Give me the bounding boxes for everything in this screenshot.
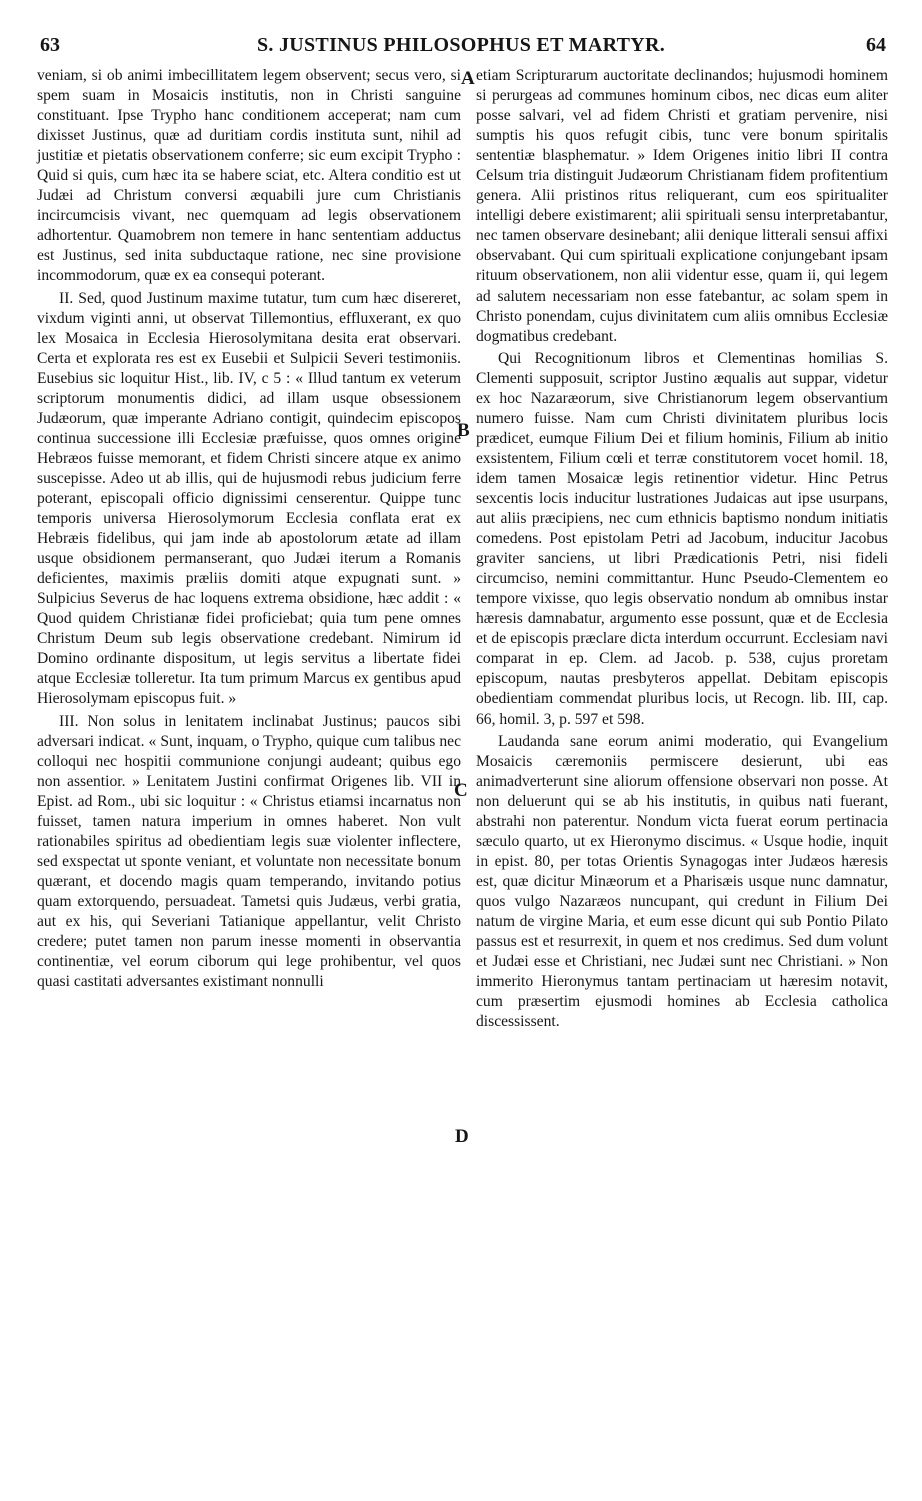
page-number-left: 63 — [40, 34, 60, 56]
right-paragraph-2: Qui Recognitionum libros et Clementinas homilias S. Clementi supposuit, scriptor Justino æqualis aut suppar, videtur ex hoc Nazaræorum, sive Christianorum legem observantium numero fuisse. Nam cum Christi divinitatem pluribus locis prædicet, eumque Filium Dei et filium hominis, Filium ab initio exsistentem, Filium cœli et terræ constitutorem vocet homil. 18, idem tamen Mosaicæ legis retinentior videtur. Hinc Petrus sexcentis locis inducitur lustrationes Judaicas aut ipse usurpans, aut aliis præcipiens, nec cum ethnicis baptismo nondum initiatis comedens. Post epistolam Petri ad Jacobum, inducitur Jacobus graviter sanciens, ut libri Prædicationis Petri, nisi fideli circumciso, nemini committantur. Hunc Pseudo-Clementem eo tempore vixisse, quo legis observatio nondum ab omnibus instar hæresis damnabatur, argumento esse possunt, quæ et de Ecclesia et de episcopis præclare dicta interdum occurrunt. Ecclesiam navi comparat in ep. Clem. ad Jacob. p. 538, cujus proretam episcopum, nautas presbyteros appellat. Debitam episcopis obedientiam commendat pluribus locis, ut Recogn. lib. III, cap. 66, homil. 3, p. 597 et 598. — [476, 349, 888, 728]
margin-marker-a: A — [461, 68, 475, 89]
left-paragraph-1: veniam, si ob animi imbecillitatem legem observent; secus vero, si spem suam in Mosaicis institutis, non in Christi sanguine constituant. Ipse Trypho hanc conditionem acceperat; nam cum dixisset Justinus, quæ ad duritiam cordis instituta sunt, nihil ad justitiæ et pietatis observationem conferre; sic eum excipit Trypho : Quid si quis, cum hæc ita se habere sciat, etc. Altera conditio est ut Judæi ad Christum conversi æquabili jure cum Christianis incircumcisis vivant, nec quemquam ad legis observationem adhortentur. Quamobrem non temere in hanc sententiam adductus est Justinus, sed inita subductaque ratione, nec sine provisione incommodorum, quæ ex ea consequi poterant. — [37, 67, 461, 285]
left-column — [37, 66, 461, 992]
left-paragraph-3: III. Non solus in lenitatem inclinabat Justinus; paucos sibi adversari indicat. « Sunt, inquam, o Trypho, quique cum talibus nec colloqui nec hospitii communione conjungi audeant; quibus ego non assentior. » Lenitatem Justini confirmat Origenes lib. VII in Epist. ad Rom., ubi sic loquitur : « Christus etiamsi incarnatus non fuisset, tamen natura imperium in omnes haberet. Non vult rationabiles spiritus ad obedientiam legis suæ violenter inflectere, sed exspectat ut sponte veniant, et voluntate non necessitate bonum quærant, et docendo magis quam temperando, invitando potius quam extorquendo, persuadeat. Tametsi quis Judæus, verbi gratia, aut ex his, qui Severiani Tatianique appellantur, velit Christo credere; putet tamen non parum inesse momenti in observantia continentiæ, vel eorum ciborum qui lege prohibentur, vel quos quasi castitati adversantes existimant nonnulli — [37, 712, 461, 991]
page-number-right: 64 — [866, 34, 886, 56]
right-paragraph-1: etiam Scripturarum auctoritate declinandos; hujusmodi hominem si perurgeas ad communes hominum cibos, nec dicas eum aliter posse salvari, vel ad fidem Christi et gratiam pervenire, nisi sumptis his quos refugit cibis, tunc vere bonum spiritalis sententiæ blasphematur. » Idem Origenes initio libri II contra Celsum tria distinguit Judæorum Christianam fidem profitentium genera. Alii pristinos ritus reliquerant, cum eos spiritualiter intelligi debere existimarent; alii spirituali sensu interpretabantur, nec tamen observare desinebant; alii denique litterali sensui affixi observabant. Qui cum spirituali explicatione conjungebant ipsam rituum observationem, non alii videntur esse, quam ii, qui legem ad salutem necessariam non esse fatebantur, ac solam spem in Christo ponendam, cujus divinitatem cum aliis omnibus Ecclesiæ dogmatibus credebant. — [476, 67, 888, 345]
margin-marker-b: B — [457, 420, 470, 441]
left-paragraph-2: II. Sed, quod Justinum maxime tutatur, tum cum hæc disereret, vixdum viginti anni, ut observat Tillemontius, effluxerant, ex quo lex Mosaica in Ecclesia Hierosolymitana desita erat observari. Certa et explorata res est ex Eusebii et Sulpicii Severi testimoniis. Eusebius sic loquitur Hist., lib. IV, c 5 : « Illud tantum ex veterum scriptorum monumentis didici, ad illam usque obsessionem Judæorum, quæ imperante Adriano contigit, quindecim episcopos continua successione illi Ecclesiæ præfuisse, quos omnes origine Hebræos fuisse memorant, et fidem Christi sincere atque ex animo suscepisse. Adeo ut ab illis, qui de hujusmodi rebus judicium ferre poterant, episcopali officio dignissimi censerentur. Quippe tunc temporis universa Hierosolymorum Ecclesia conflata erat ex Hebræis fidelibus, qui jam inde ab apostolorum ætate ad illam usque obsidionem permanserant, quo Judæi iterum a Romanis deficientes, maximis præliis domiti atque expugnati sunt. » Sulpicius Severus de hac loquens extrema obsidione, hæc addit : « Quod quidem Christianæ fidei proficiebat; quia tum pene omnes Christum Deum sub legis observatione credebant. Nimirum id Domino ordinante dispositum, ut legis servitus a libertate fidei atque Ecclesiæ tolleretur. Ita tum primum Marcus ex gentibus apud Hierosolymam episcopus fuit. » — [37, 289, 461, 708]
right-paragraph-3: Laudanda sane eorum animi moderatio, qui Evangelium Mosaicis cæremoniis permiscere desierunt, ubi eas animadverterunt sine aliorum offensione observari non posse. At non deluerunt qui se ab his institutis, in quibus nati fuerant, abstrahi non paterentur. Nondum victa fuerat eorum pertinacia sæculo quarto, ut ex Hieronymo discimus. « Usque hodie, inquit in epist. 80, per totas Orientis Synagogas inter Judæos hæresis est, quæ dicitur Minæorum et a Pharisæis usque nunc damnatur, quos vulgo Nazaræos nuncupant, qui credunt in Filium Dei natum de virgine Maria, et eum esse dicunt qui sub Pontio Pilato passus est et resurrexit, in quem et nos credimus. Sed dum volunt et Judæi esse et Christiani, nec Judæi sunt nec Christiani. » Non immerito Hieronymus tantam pertinaciam ut hæresim notavit, cum præsertim ejusmodi homines ab Ecclesia catholica discessissent. — [476, 732, 888, 1031]
margin-marker-d: D — [455, 1126, 469, 1147]
running-title: S. JUSTINUS PHILOSOPHUS ET MARTYR. — [256, 34, 666, 56]
margin-marker-c: C — [454, 780, 468, 801]
running-header — [30, 34, 892, 64]
right-column — [476, 66, 888, 1032]
